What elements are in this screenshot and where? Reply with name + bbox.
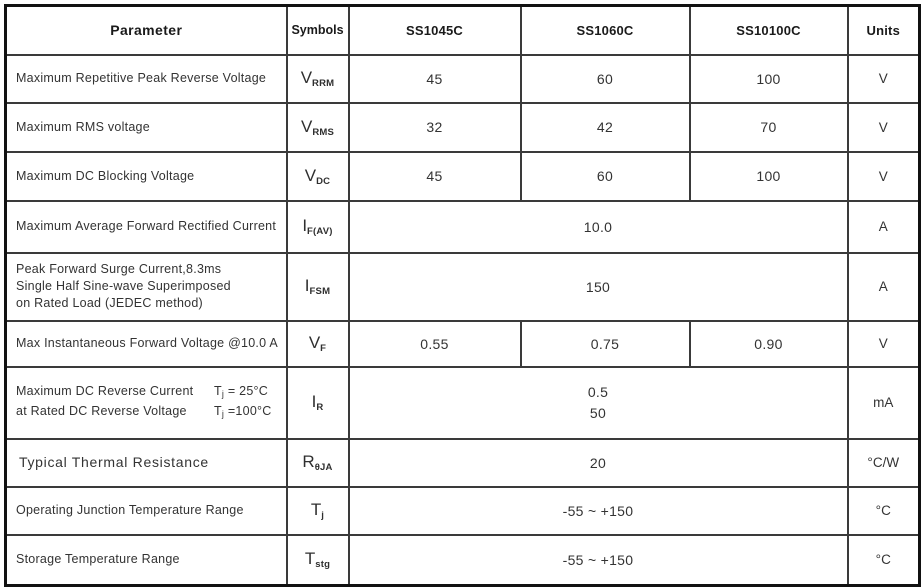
symbol-subscript: DC	[316, 175, 331, 187]
column-header-ss10100c: SS10100C	[690, 6, 848, 55]
symbol-base: I	[304, 276, 310, 295]
unit-cell: V	[848, 103, 920, 152]
symbol-base: V	[308, 333, 321, 352]
parameter-cell: Storage Temperature Range	[6, 535, 287, 586]
parameter-text: Maximum DC Reverse Current	[16, 383, 194, 398]
condition-symbol: T	[214, 383, 222, 398]
header-row	[6, 6, 920, 55]
symbol-base: T	[304, 549, 316, 569]
unit-cell: V	[848, 55, 920, 103]
parameter-cell: Operating Junction Temperature Range	[6, 487, 287, 535]
table-row-vrms	[6, 103, 920, 152]
symbol-subscript: F	[320, 343, 327, 354]
symbol-subscript: RRM	[312, 78, 335, 89]
parameter-cell	[6, 367, 287, 439]
parameter-line: Single Half Sine-wave Superimposed	[16, 279, 231, 293]
symbol-cell	[287, 152, 349, 201]
datasheet-page	[4, 4, 921, 587]
symbol-cell	[287, 535, 349, 586]
symbol-cell	[287, 253, 349, 321]
unit-cell: °C	[848, 487, 920, 535]
value-cell: 0.75	[521, 321, 690, 367]
value-line: 50	[589, 404, 607, 421]
symbol-subscript: j	[321, 510, 325, 521]
parameter-cell: Typical Thermal Resistance	[6, 439, 287, 487]
condition-subscript: j	[221, 388, 225, 399]
parameter-line	[16, 403, 280, 423]
symbol-subscript: θJA	[314, 462, 333, 473]
symbol-cell	[287, 103, 349, 152]
column-header-symbols: Symbols	[287, 6, 349, 55]
test-condition	[214, 403, 272, 423]
symbol-base: R	[302, 452, 315, 471]
value-cell: 70	[690, 103, 848, 152]
condition-value: = 25°C	[224, 383, 269, 398]
symbol-base: V	[300, 68, 313, 87]
parameter-line: on Rated Load (JEDEC method)	[16, 296, 203, 310]
unit-cell: A	[848, 201, 920, 253]
value-cell: 0.90	[690, 321, 848, 367]
symbol-cell	[287, 55, 349, 103]
parameter-line	[16, 383, 280, 403]
symbol-subscript: R	[316, 402, 324, 413]
value-cell-merged	[349, 367, 848, 439]
condition-value: =100°C	[224, 403, 272, 418]
symbol-subscript: RMS	[312, 126, 335, 138]
parameter-line: Peak Forward Surge Current,8.3ms	[16, 262, 222, 276]
symbol-cell	[287, 487, 349, 535]
value-cell: 42	[521, 103, 690, 152]
column-header-units: Units	[848, 6, 920, 55]
table-row-tstg	[6, 535, 920, 586]
column-header-parameter: Parameter	[6, 6, 287, 55]
symbol-subscript: FSM	[309, 286, 331, 297]
symbol-base: V	[300, 116, 313, 136]
table-row-ir	[6, 367, 920, 439]
parameter-cell: Maximum DC Blocking Voltage	[6, 152, 287, 201]
value-cell: 0.55	[349, 321, 521, 367]
parameter-cell: Maximum Average Forward Rectified Current	[6, 201, 287, 253]
value-cell-merged: 10.0	[349, 201, 848, 253]
unit-cell: °C	[848, 535, 920, 586]
table-row-vrrm	[6, 55, 920, 103]
unit-cell: V	[848, 152, 920, 201]
value-cell: 45	[349, 152, 521, 201]
symbol-subscript: F(AV)	[307, 226, 333, 237]
symbol-base: I	[311, 392, 317, 411]
condition-symbol: T	[214, 403, 222, 418]
table-row-vdc	[6, 152, 920, 201]
value-cell: 60	[521, 55, 690, 103]
value-cell-merged: 150	[349, 253, 848, 321]
value-cell-merged: 20	[349, 439, 848, 487]
parameter-text: at Rated DC Reverse Voltage	[16, 403, 187, 418]
value-cell: 45	[349, 55, 521, 103]
table-row-ifav	[6, 201, 920, 253]
value-cell-merged: -55 ~ +150	[349, 535, 848, 586]
value-cell: 60	[521, 152, 690, 201]
spec-table	[4, 4, 921, 587]
symbol-cell	[287, 367, 349, 439]
column-header-ss1045c: SS1045C	[349, 6, 521, 55]
parameter-cell: Maximum Repetitive Peak Reverse Voltage	[6, 55, 287, 103]
symbol-base: I	[302, 216, 308, 235]
unit-cell: mA	[848, 367, 920, 439]
value-line: 0.5	[587, 383, 609, 400]
symbol-cell	[287, 201, 349, 253]
table-row-tj	[6, 487, 920, 535]
value-cell-merged: -55 ~ +150	[349, 487, 848, 535]
table-row-ifsm	[6, 253, 920, 321]
unit-cell: V	[848, 321, 920, 367]
table-row-rthja	[6, 439, 920, 487]
value-cell: 32	[349, 103, 521, 152]
unit-cell: °C/W	[848, 439, 920, 487]
parameter-cell: Maximum RMS voltage	[6, 103, 287, 152]
symbol-cell	[287, 439, 349, 487]
condition-subscript: j	[221, 408, 225, 419]
symbol-base: V	[304, 165, 317, 185]
unit-cell: A	[848, 253, 920, 321]
symbol-base: T	[310, 500, 322, 519]
parameter-cell: Max Instantaneous Forward Voltage @10.0 A	[6, 321, 287, 367]
column-header-ss1060c: SS1060C	[521, 6, 690, 55]
symbol-subscript: stg	[315, 559, 331, 571]
test-condition	[214, 383, 268, 403]
parameter-cell	[6, 253, 287, 321]
value-cell: 100	[690, 152, 848, 201]
value-cell: 100	[690, 55, 848, 103]
symbol-cell	[287, 321, 349, 367]
table-row-vf	[6, 321, 920, 367]
